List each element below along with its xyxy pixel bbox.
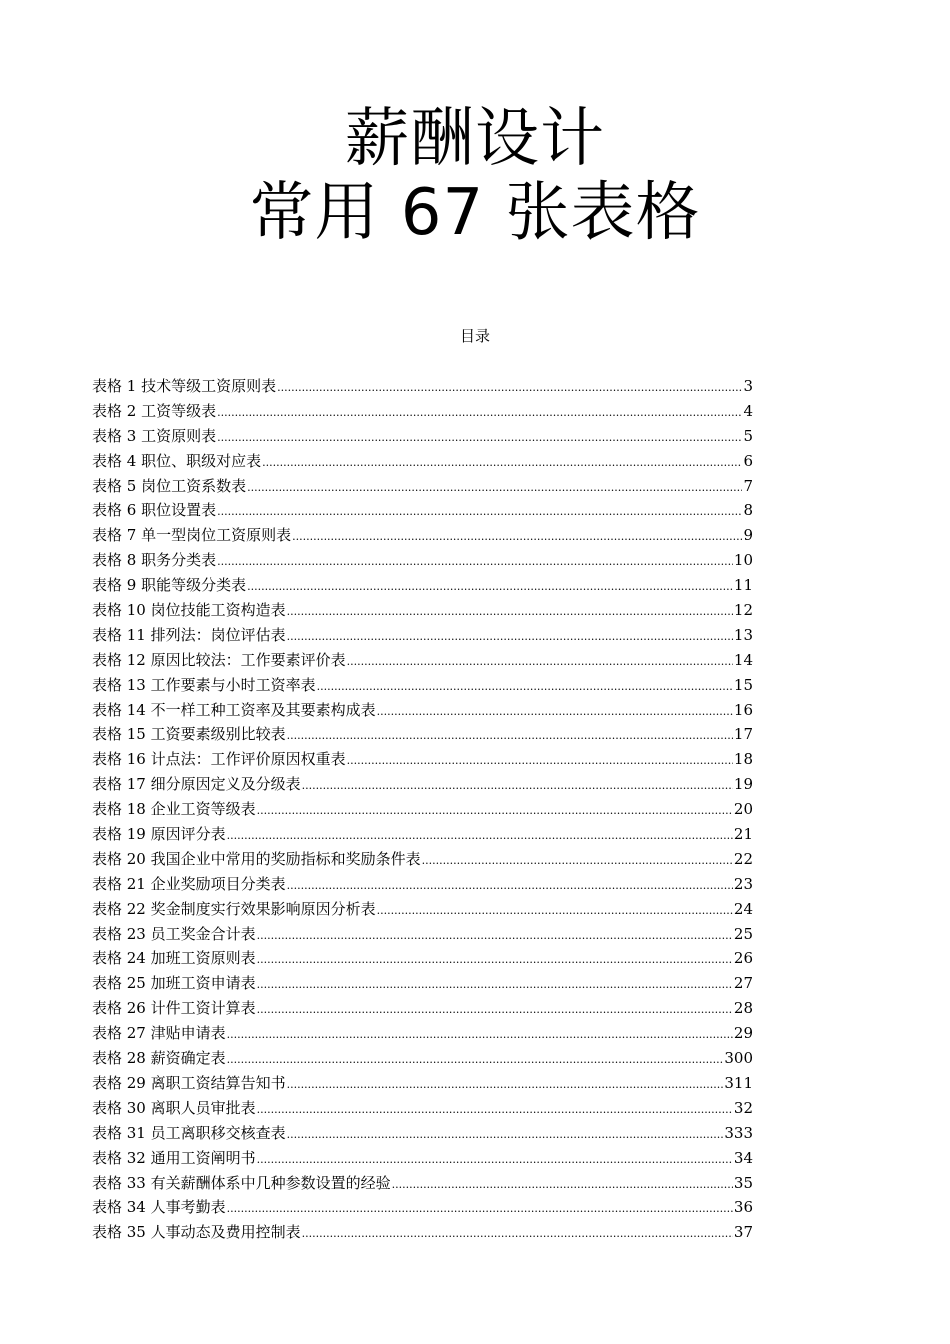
toc-dot-leader	[257, 1098, 733, 1121]
toc-entry-page-number: 35	[733, 1173, 753, 1192]
toc-dot-leader	[287, 874, 733, 897]
toc-heading: 目录	[459, 327, 490, 345]
toc-entry[interactable]	[92, 1096, 753, 1121]
toc-entry[interactable]	[92, 797, 753, 822]
table-of-contents	[92, 374, 753, 1245]
toc-entry-page-number: 23	[733, 874, 753, 893]
toc-dot-leader	[347, 749, 733, 772]
toc-entry[interactable]	[92, 449, 753, 474]
toc-entry-page-number: 28	[733, 999, 753, 1018]
toc-entry-label: 表格 5 岗位工资系数表	[92, 476, 247, 495]
toc-entry-label: 表格 14 不一样工种工资率及其要素构成表	[92, 700, 376, 719]
toc-dot-leader	[257, 799, 733, 822]
toc-entry-label: 表格 18 企业工资等级表	[92, 800, 256, 819]
toc-entry-label: 表格 33 有关薪酬体系中几种参数设置的经验	[92, 1173, 391, 1192]
toc-dot-leader	[392, 1173, 733, 1196]
toc-entry-label: 表格 4 职位、职级对应表	[92, 451, 262, 470]
toc-dot-leader	[227, 824, 733, 847]
document-title-line-2: 常用 67 张表格	[249, 176, 701, 250]
toc-entry[interactable]	[92, 1146, 753, 1171]
toc-entry-label: 表格 26 计件工资计算表	[92, 999, 256, 1018]
toc-dot-leader	[217, 500, 742, 523]
toc-entry-label: 表格 1 技术等级工资原则表	[92, 377, 277, 395]
toc-entry[interactable]	[92, 1220, 753, 1245]
toc-entry-label: 表格 19 原因评分表	[92, 825, 226, 844]
toc-entry-page-number: 11	[733, 576, 753, 595]
toc-dot-leader	[217, 426, 742, 449]
toc-dot-leader	[277, 376, 742, 399]
toc-entry[interactable]	[92, 523, 753, 548]
toc-entry-label: 表格 35 人事动态及费用控制表	[92, 1223, 301, 1242]
toc-entry[interactable]	[92, 772, 753, 797]
toc-entry-label: 表格 12 原因比较法：工作要素评价表	[92, 650, 346, 669]
toc-entry[interactable]	[92, 922, 753, 947]
toc-entry-label: 表格 24 加班工资原则表	[92, 949, 256, 968]
toc-entry-label: 表格 32 通用工资阐明书	[92, 1148, 256, 1167]
toc-entry-page-number: 9	[743, 526, 753, 545]
toc-entry-page-number: 24	[733, 899, 753, 918]
toc-entry-label: 表格 27 津贴申请表	[92, 1024, 226, 1043]
toc-dot-leader	[287, 1073, 724, 1096]
toc-entry-label: 表格 10 岗位技能工资构造表	[92, 601, 286, 620]
toc-entry-page-number: 6	[743, 451, 753, 470]
toc-dot-leader	[422, 849, 733, 872]
toc-entry-label: 表格 30 离职人员审批表	[92, 1098, 256, 1117]
toc-entry-label: 表格 2 工资等级表	[92, 401, 217, 420]
toc-entry-label: 表格 20 我国企业中常用的奖励指标和奖励条件表	[92, 849, 421, 868]
toc-entry[interactable]	[92, 673, 753, 698]
toc-entry-page-number: 21	[733, 825, 753, 844]
toc-dot-leader	[287, 600, 733, 623]
toc-entry[interactable]	[92, 374, 753, 399]
toc-dot-leader	[347, 650, 733, 673]
toc-dot-leader	[377, 700, 733, 723]
toc-dot-leader	[377, 899, 733, 922]
toc-entry[interactable]	[92, 399, 753, 424]
toc-entry[interactable]	[92, 424, 753, 449]
toc-entry-page-number: 20	[733, 800, 753, 819]
toc-entry[interactable]	[92, 548, 753, 573]
toc-entry-label: 表格 17 细分原因定义及分级表	[92, 775, 301, 794]
toc-entry-label: 表格 22 奖金制度实行效果影响原因分析表	[92, 899, 376, 918]
toc-entry-page-number: 22	[733, 849, 753, 868]
toc-entry-page-number: 10	[733, 551, 753, 570]
toc-entry-page-number: 12	[733, 601, 753, 620]
toc-entry[interactable]	[92, 872, 753, 897]
toc-entry[interactable]	[92, 623, 753, 648]
document-title-line-1: 薪酬设计	[345, 102, 605, 176]
toc-dot-leader	[257, 924, 733, 947]
toc-dot-leader	[302, 1222, 733, 1245]
toc-entry-label: 表格 21 企业奖励项目分类表	[92, 874, 286, 893]
toc-dot-leader	[287, 625, 733, 648]
toc-entry-label: 表格 3 工资原则表	[92, 426, 217, 445]
toc-entry-page-number: 311	[724, 1073, 753, 1092]
toc-entry-label: 表格 34 人事考勤表	[92, 1198, 226, 1217]
toc-entry-label: 表格 11 排列法：岗位评估表	[92, 625, 286, 644]
toc-entry-page-number: 19	[733, 775, 753, 794]
toc-entry[interactable]	[92, 971, 753, 996]
toc-entry[interactable]	[92, 648, 753, 673]
toc-entry-page-number: 25	[733, 924, 753, 943]
toc-entry-page-number: 18	[733, 750, 753, 769]
toc-entry-page-number: 26	[733, 949, 753, 968]
toc-entry-page-number: 7	[743, 476, 753, 495]
toc-entry[interactable]	[92, 573, 753, 598]
toc-entry[interactable]	[92, 747, 753, 772]
toc-dot-leader	[287, 724, 733, 747]
toc-entry[interactable]	[92, 822, 753, 847]
toc-dot-leader	[217, 550, 733, 573]
toc-entry-page-number: 3	[743, 377, 753, 395]
toc-entry-label: 表格 28 薪资确定表	[92, 1049, 226, 1068]
toc-entry-page-number: 36	[733, 1198, 753, 1217]
toc-entry-page-number: 32	[733, 1098, 753, 1117]
toc-dot-leader	[257, 998, 733, 1021]
toc-entry[interactable]	[92, 1046, 753, 1071]
toc-entry-label: 表格 16 计点法：工作评价原因权重表	[92, 750, 346, 769]
toc-dot-leader	[247, 476, 742, 499]
toc-entry[interactable]	[92, 1021, 753, 1046]
toc-dot-leader	[317, 675, 733, 698]
toc-entry[interactable]	[92, 1195, 753, 1220]
toc-entry-label: 表格 13 工作要素与小时工资率表	[92, 675, 316, 694]
toc-entry-page-number: 17	[733, 725, 753, 744]
toc-entry-label: 表格 25 加班工资申请表	[92, 974, 256, 993]
toc-dot-leader	[227, 1048, 724, 1071]
toc-entry[interactable]	[92, 847, 753, 872]
toc-entry-label: 表格 15 工资要素级别比较表	[92, 725, 286, 744]
toc-entry-page-number: 8	[743, 501, 753, 520]
toc-dot-leader	[227, 1023, 733, 1046]
toc-dot-leader	[257, 1148, 733, 1171]
toc-dot-leader	[247, 575, 733, 598]
toc-entry-page-number: 29	[733, 1024, 753, 1043]
toc-dot-leader	[292, 525, 742, 548]
toc-dot-leader	[257, 973, 733, 996]
toc-entry-label: 表格 6 职位设置表	[92, 501, 217, 520]
toc-entry[interactable]	[92, 897, 753, 922]
toc-entry-page-number: 37	[733, 1223, 753, 1242]
toc-entry-page-number: 13	[733, 625, 753, 644]
toc-entry[interactable]	[92, 598, 753, 623]
toc-entry[interactable]	[92, 1171, 753, 1196]
toc-entry-page-number: 14	[733, 650, 753, 669]
toc-entry[interactable]	[92, 996, 753, 1021]
toc-entry-label: 表格 9 职能等级分类表	[92, 576, 247, 595]
toc-dot-leader	[262, 451, 742, 474]
toc-entry-page-number: 16	[733, 700, 753, 719]
toc-entry[interactable]	[92, 474, 753, 499]
toc-entry[interactable]	[92, 498, 753, 523]
toc-entry-page-number: 300	[724, 1049, 753, 1068]
toc-dot-leader	[287, 1123, 724, 1146]
toc-entry-page-number: 5	[743, 426, 753, 445]
toc-dot-leader	[227, 1197, 733, 1220]
toc-entry-label: 表格 23 员工奖金合计表	[92, 924, 256, 943]
toc-entry-page-number: 4	[743, 401, 753, 420]
toc-entry[interactable]	[92, 1121, 753, 1146]
toc-entry-label: 表格 29 离职工资结算告知书	[92, 1073, 286, 1092]
toc-entry-page-number: 34	[733, 1148, 753, 1167]
toc-entry-page-number: 333	[724, 1123, 753, 1142]
toc-entry-label: 表格 8 职务分类表	[92, 551, 217, 570]
toc-entry-label: 表格 31 员工离职移交核查表	[92, 1123, 286, 1142]
toc-entry[interactable]	[92, 946, 753, 971]
toc-entry-page-number: 15	[733, 675, 753, 694]
toc-entry[interactable]	[92, 1071, 753, 1096]
toc-dot-leader	[217, 401, 742, 424]
toc-dot-leader	[257, 948, 733, 971]
toc-dot-leader	[302, 774, 733, 797]
toc-entry-page-number: 27	[733, 974, 753, 993]
toc-entry[interactable]	[92, 722, 753, 747]
toc-entry-label: 表格 7 单一型岗位工资原则表	[92, 526, 292, 545]
toc-entry[interactable]	[92, 698, 753, 723]
